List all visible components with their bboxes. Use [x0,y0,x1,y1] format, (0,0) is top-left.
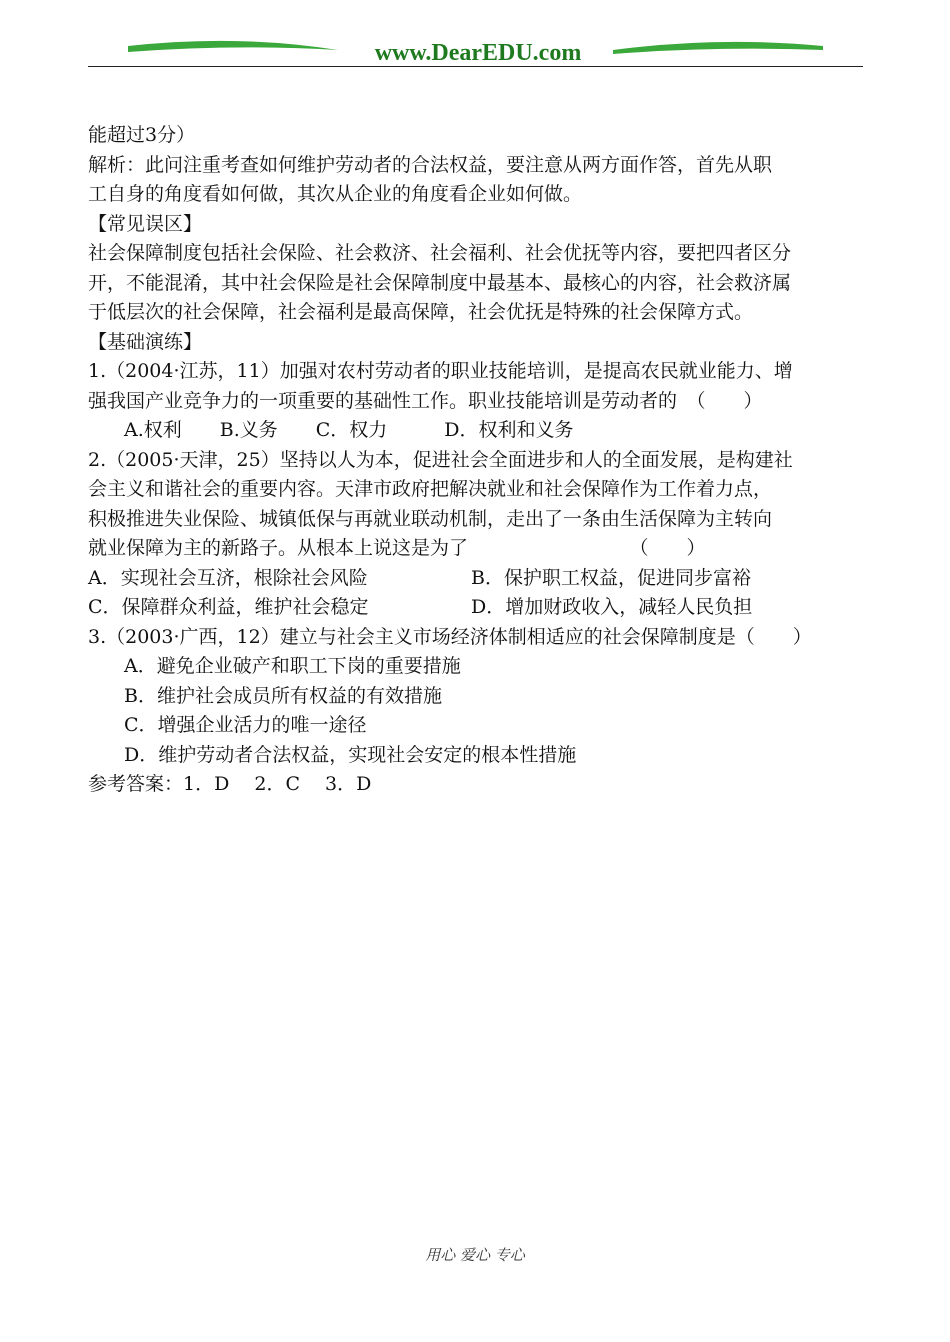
right-green-swoosh [613,42,823,54]
option-b: B．保护职工权益，促进同步富裕 [471,566,751,589]
header-logo-text: www.DearEDU.com [374,40,582,66]
text-line: 开，不能混淆，其中社会保险是社会保障制度中最基本、最核心的内容，社会救济属 [88,271,792,294]
option-a: A．避免企业破产和职工下岗的重要措施 [124,655,461,677]
option-d: D．维护劳动者合法权益，实现社会安定的根本性措施 [124,743,577,766]
question-1-options: A.权利 B.义务 C．权力 D．权利和义务 [124,419,574,441]
page-footer: 用心 爱心 专心 [425,1246,525,1264]
option-b: B．维护社会成员所有权益的有效措施 [124,684,442,707]
text-line: 工自身的角度看如何做，其次从企业的角度看企业如何做。 [88,183,583,205]
text-line: 于低层次的社会保障，社会福利是最高保障，社会优抚是特殊的社会保障方式。 [88,301,754,323]
option-c: C．保障群众利益，维护社会稳定 [88,596,369,618]
question-2-stem: 会主义和谐社会的重要内容。天津市政府把解决就业和社会保障作为工作着力点， [88,478,773,500]
header-divider [88,66,863,67]
text-line: 解析：此问注重考查如何维护劳动者的合法权益，要注意从两方面作答，首先从职 [88,153,773,176]
left-green-swoosh [128,41,338,52]
question-2-stem: 积极推进失业保险、城镇低保与再就业联动机制，走出了一条由生活保障为主转向 [88,507,773,530]
question-2-stem: 就业保障为主的新路子。从根本上说这是为了 （ ） [88,537,706,559]
question-2-options-row [88,593,866,623]
option-c: C．增强企业活力的唯一途径 [124,714,367,736]
text-line: 社会保障制度包括社会保险、社会救济、社会福利、社会优抚等内容，要把四者区分 [88,242,792,264]
question-1-stem: 强我国产业竞争力的一项重要的基础性工作。职业技能培训是劳动者的 （ ） [88,389,763,412]
section-heading-basic-practice: 【基础演练】 [88,330,203,353]
question-2-stem: 2.（2005·天津，25）坚持以人为本，促进社会全面进步和人的全面发展，是构建社 [88,448,793,471]
site-header [88,30,863,70]
question-2-options-row [88,564,866,594]
section-heading-common-mistakes: 【常见误区】 [88,212,203,235]
document-body [88,121,866,800]
option-a: A．实现社会互济，根除社会风险 [88,566,368,589]
answer-key: 参考答案：1．D 2．C 3．D [88,773,372,795]
question-1-stem: 1.（2004·江苏，11）加强对农村劳动者的职业技能培训，是提高农民就业能力、增 [88,360,793,382]
header-logo-banner [88,30,863,70]
text-line: 能超过3分） [88,124,196,146]
option-d: D．增加财政收入，减轻人民负担 [471,596,753,618]
question-3-stem: 3.（2003·广西，12）建立与社会主义市场经济体制相适应的社会保障制度是（ ） [88,625,812,648]
